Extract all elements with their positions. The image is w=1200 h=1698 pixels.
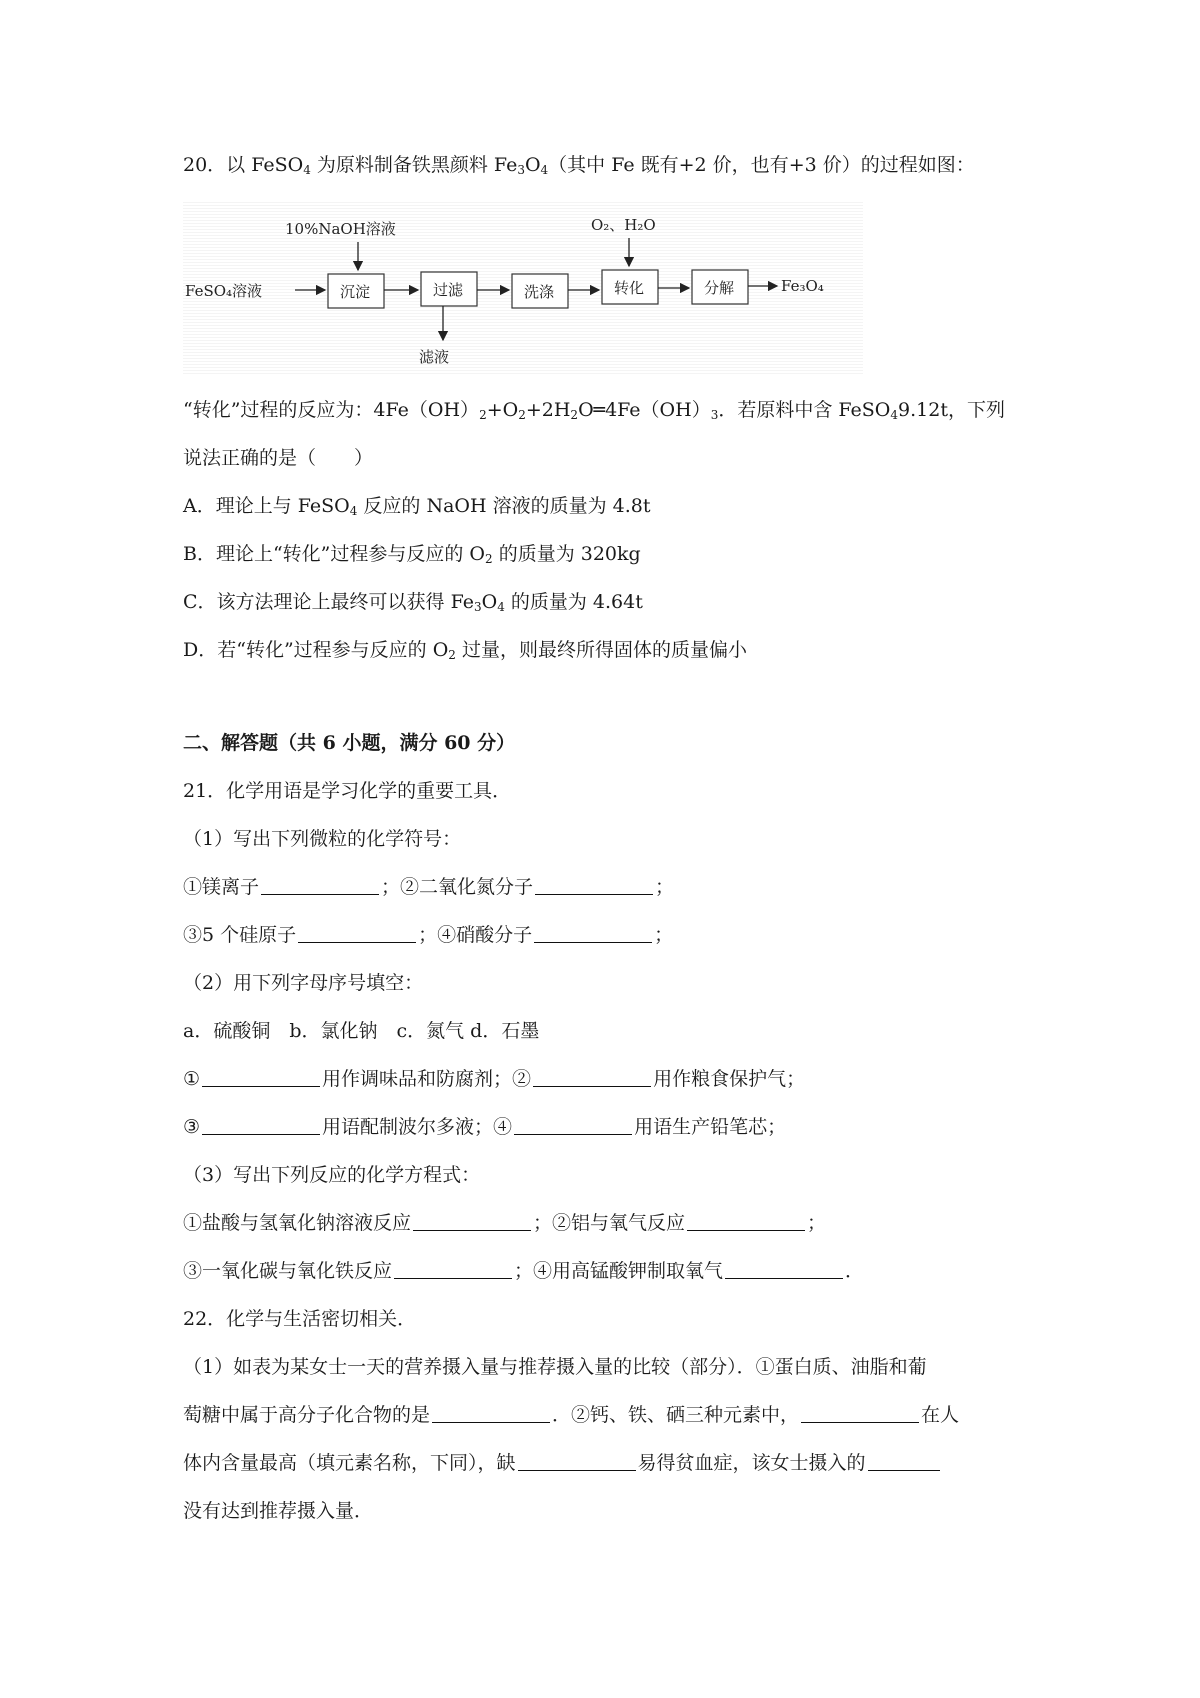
answer-blank[interactable] bbox=[518, 1452, 636, 1471]
answer-blank[interactable] bbox=[868, 1452, 940, 1471]
process-flow-diagram bbox=[183, 202, 863, 374]
answer-blank[interactable] bbox=[298, 924, 416, 943]
answer-blank[interactable] bbox=[202, 1068, 320, 1087]
filtrate-label: 滤液 bbox=[419, 348, 450, 366]
answer-blank[interactable] bbox=[261, 876, 379, 895]
q21-part2-line1: ① 用作调味品和防腐剂；② 用作粮食保护气； bbox=[183, 1068, 806, 1090]
flow-input-label: FeSO₄溶液 bbox=[185, 282, 263, 300]
q21-stem: 21．化学用语是学习化学的重要工具． bbox=[183, 780, 512, 802]
section-title: 二、解答题（共 6 小题，满分 60 分） bbox=[183, 732, 516, 754]
q21-part2-options: a．硫酸铜 b．氯化钠 c．氮气 d．石墨 bbox=[183, 1020, 540, 1042]
q21-part3-line2: ③一氧化碳与氧化铁反应 ；④用高锰酸钾制取氧气 ． bbox=[183, 1260, 865, 1282]
q21-part2-line2: ③ 用语配制波尔多液；④ 用语生产铅笔芯； bbox=[183, 1116, 787, 1138]
q22-stem: 22．化学与生活密切相关． bbox=[183, 1308, 417, 1330]
reagent-naoh-label: 10%NaOH溶液 bbox=[285, 220, 396, 238]
q21-part1-line2: ③5 个硅原子 ；④硝酸分子 ； bbox=[183, 924, 674, 946]
q22-line3: 体内含量最高（填元素名称，下同），缺 易得贫血症，该女士摄入的 bbox=[183, 1449, 942, 1477]
q21-part3-line1: ①盐酸与氢氧化钠溶液反应 ；②铝与氧气反应 ； bbox=[183, 1212, 827, 1234]
answer-blank[interactable] bbox=[801, 1404, 919, 1423]
step-decompose-label: 分解 bbox=[704, 279, 735, 297]
q22-line4: 没有达到推荐摄入量． bbox=[183, 1500, 374, 1522]
answer-blank[interactable] bbox=[534, 924, 652, 943]
step-convert-label: 转化 bbox=[614, 279, 645, 297]
q20-option-b: B．理论上“转化”过程参与反应的 $O_2$ 的质量为 320kg bbox=[183, 543, 641, 566]
answer-blank[interactable] bbox=[687, 1212, 805, 1231]
q20-option-c: C．该方法理论上最终可以获得 $Fe_3O_4$ 的质量为 4.64t bbox=[183, 591, 643, 614]
q21-part3-title: （3）写出下列反应的化学方程式： bbox=[183, 1164, 481, 1186]
q21-part2-title: （2）用下列字母序号填空： bbox=[183, 972, 424, 994]
q21-part1-title: （1）写出下列微粒的化学符号： bbox=[183, 828, 462, 850]
answer-blank[interactable] bbox=[533, 1068, 651, 1087]
flow-output-label: Fe₃O₄ bbox=[781, 277, 824, 295]
answer-blank[interactable] bbox=[202, 1116, 320, 1135]
step-wash-label: 洗涤 bbox=[524, 283, 555, 301]
q21-part1-line1: ①镁离子 ；②二氧化氮分子 ； bbox=[183, 876, 675, 898]
answer-blank[interactable] bbox=[413, 1212, 531, 1231]
q20-option-a: A．理论上与 FeSO$_4$ 反应的 NaOH 溶液的质量为 4.8t bbox=[183, 495, 651, 518]
answer-blank[interactable] bbox=[725, 1260, 843, 1279]
answer-blank[interactable] bbox=[514, 1116, 632, 1135]
answer-blank[interactable] bbox=[432, 1404, 550, 1423]
q20-question-tail: 说法正确的是（ ） bbox=[183, 447, 374, 469]
q20-option-d: D．若“转化”过程参与反应的 $O_2$ 过量，则最终所得固体的质量偏小 bbox=[183, 639, 747, 662]
q20-reaction: “转化”过程的反应为：$4Fe(OH)_2+O_2+2H_2O═4Fe(OH)_3$．若原料中含 FeSO$_4$9.12t，下列 bbox=[183, 399, 1005, 422]
q20-stem: 20．以 FeSO$_4$ 为原料制备铁黑颜料 $Fe_3O_4$（其中 Fe 既有+2 价，也有+3 价）的过程如图： bbox=[183, 154, 975, 177]
step-filter-label: 过滤 bbox=[433, 281, 464, 299]
answer-blank[interactable] bbox=[535, 876, 653, 895]
answer-blank[interactable] bbox=[394, 1260, 512, 1279]
reagent-o2-h2o-label: O₂、H₂O bbox=[591, 216, 656, 234]
q22-line2: 萄糖中属于高分子化合物的是 ．②钙、铁、硒三种元素中， 在人 bbox=[183, 1404, 960, 1426]
q22-line1: （1）如表为某女士一天的营养摄入量与推荐摄入量的比较（部分）．①蛋白质、油脂和葡 bbox=[183, 1356, 927, 1378]
step-precipitate-label: 沉淀 bbox=[340, 283, 371, 301]
